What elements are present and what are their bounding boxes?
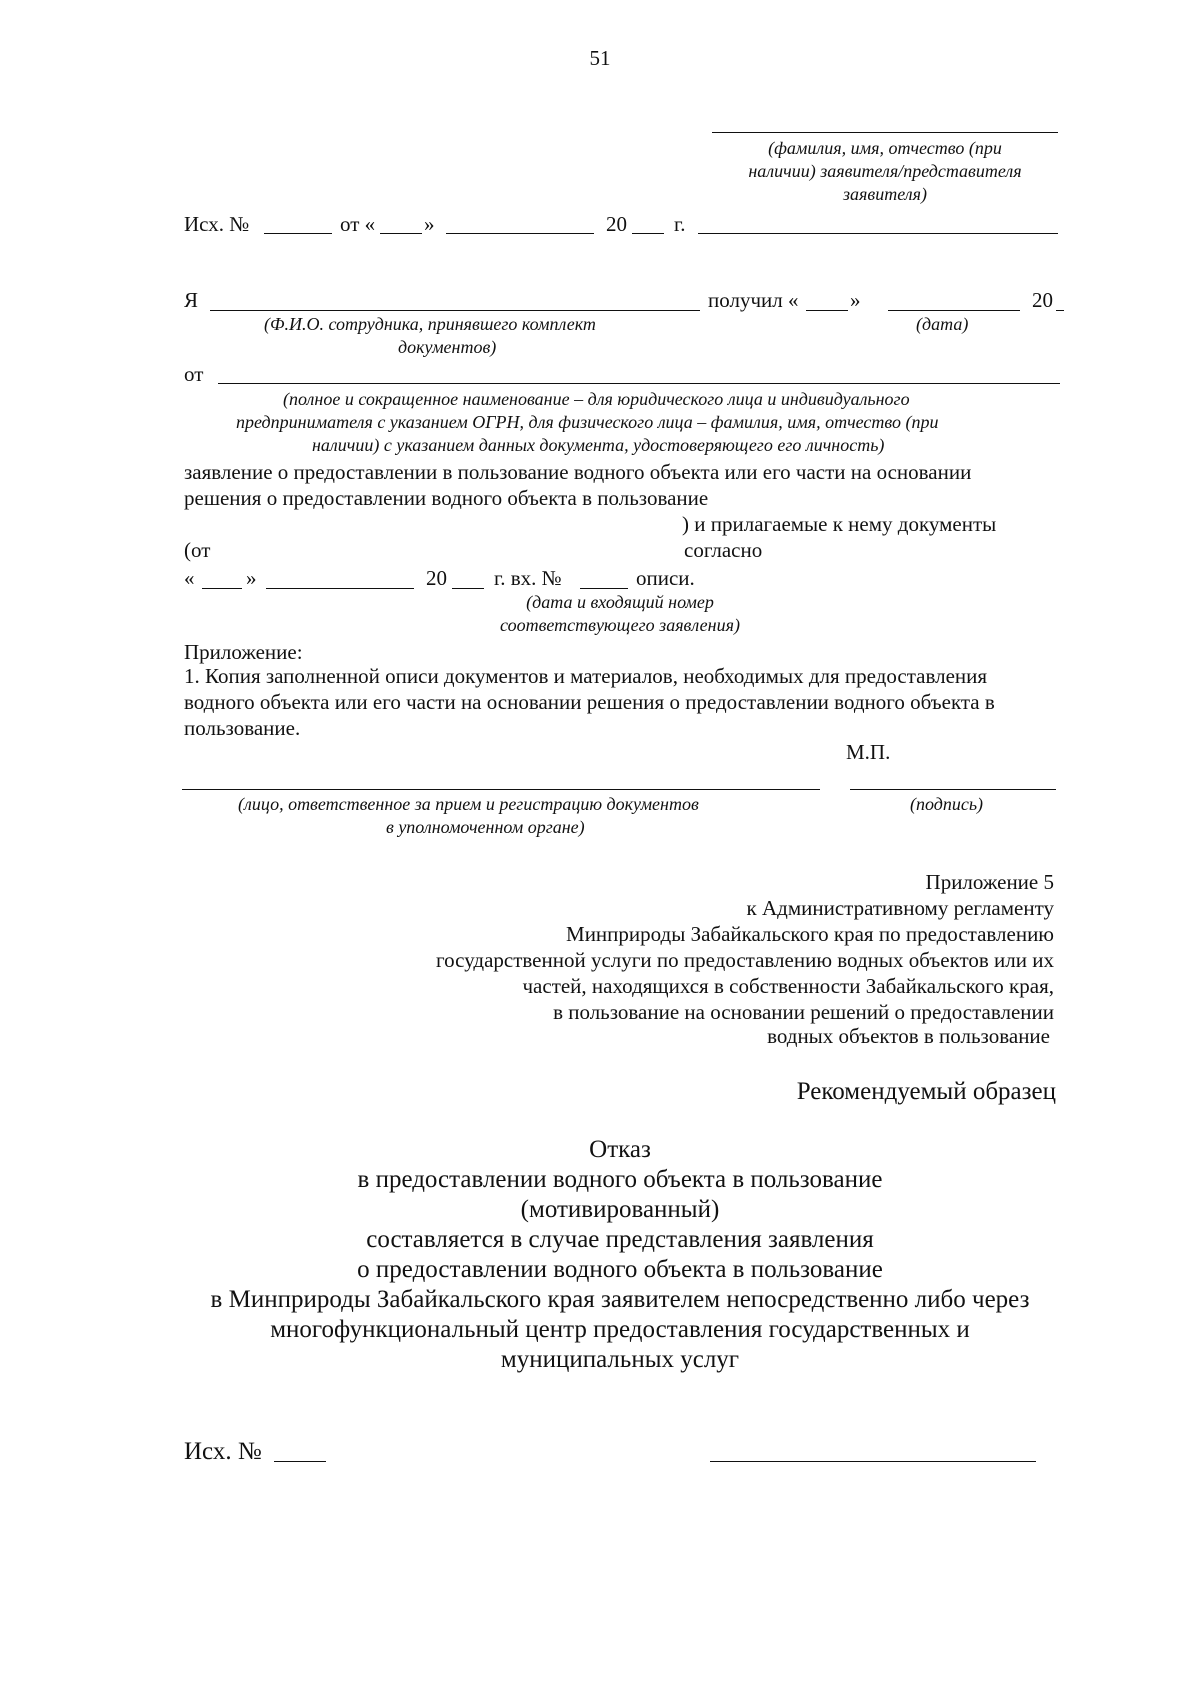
responsible-person-blank — [182, 789, 820, 790]
outgoing-year-label: 20 — [606, 212, 627, 236]
received-day-blank — [806, 310, 848, 311]
refusal-title-6: в Минприроды Забайкальского края заявителем непосредственно либо через — [210, 1286, 1030, 1313]
from-caption-1: (полное и сокращенное наименование – для юридического лица и индивидуального — [283, 389, 910, 409]
reg-year-label: 20 — [426, 566, 447, 590]
recipient-caption-2: наличии) заявителя/представителя — [748, 161, 1022, 181]
employee-caption-1: (Ф.И.О. сотрудника, принявшего комплект — [264, 314, 596, 334]
from-caption-2: предпринимателя с указанием ОГРН, для физического лица – фамилия, имя, отчество (при — [236, 412, 939, 432]
statement-line-1: заявление о предоставлении в пользование водного объекта или его части на основании — [184, 460, 972, 484]
reg-number-blank — [580, 588, 628, 589]
responsible-caption-1: (лицо, ответственное за прием и регистрацию документов — [238, 794, 699, 814]
reg-month-blank — [266, 588, 414, 589]
appendix-item-line-3: пользование. — [184, 716, 301, 740]
attached-docs-text: ) и прилагаемые к нему документы — [682, 512, 997, 536]
statement-line-2: решения о предоставлении водного объекта в пользование — [184, 486, 709, 510]
annex-line-4: государственной услуги по предоставлению водных объектов или их — [436, 948, 1054, 972]
employee-caption-2: документов) — [398, 337, 497, 357]
annex-line-1: Приложение 5 — [925, 870, 1054, 894]
responsible-caption-2: в уполномоченном органе) — [386, 817, 585, 837]
reg-caption-1: (дата и входящий номер — [526, 592, 714, 612]
recommended-sample: Рекомендуемый образец — [796, 1078, 1056, 1105]
appendix-label: Приложение: — [184, 640, 303, 664]
outgoing-month-blank — [446, 233, 594, 234]
reg-day-blank — [202, 588, 242, 589]
reg-open-quote: « — [184, 566, 195, 590]
annex-line-2: к Административному регламенту — [746, 896, 1054, 920]
appendix-item-line-2: водного объекта или его части на основании решения о предоставлении водного объекта в — [184, 690, 995, 714]
received-year-blank — [1056, 310, 1064, 311]
i-label: Я — [184, 288, 199, 312]
outgoing-day-blank — [380, 233, 422, 234]
outgoing-number-blank — [264, 233, 332, 234]
outgoing-from-label: от « — [340, 212, 376, 236]
from-label: от — [184, 362, 204, 386]
bottom-ref-blank — [274, 1461, 326, 1462]
inventory-text: описи. — [636, 566, 695, 590]
from-blank — [218, 383, 1060, 384]
date-caption: (дата) — [916, 314, 969, 334]
signature-caption: (подпись) — [910, 794, 984, 814]
outgoing-year-suffix: г. — [674, 212, 686, 236]
received-year-label: 20 — [1032, 288, 1053, 312]
recipient-caption-1: (фамилия, имя, отчество (при — [768, 138, 1002, 158]
received-label: получил « — [708, 288, 799, 312]
according-text: согласно — [684, 538, 763, 562]
annex-line-6: в пользование на основании решений о предоставлении — [553, 1000, 1054, 1024]
signature-blank — [850, 789, 1056, 790]
reg-number-label: г. вх. № — [494, 566, 562, 590]
refusal-title-1: Отказ — [589, 1136, 651, 1163]
recipient-line — [712, 132, 1058, 133]
reg-caption-2: соответствующего заявления) — [500, 615, 740, 635]
received-month-blank — [888, 310, 1020, 311]
refusal-title-2: в предоставлении водного объекта в пользование — [357, 1166, 883, 1193]
refusal-title-3: (мотивированный) — [520, 1196, 720, 1223]
bottom-ref-label: Исх. № — [184, 1438, 262, 1465]
outgoing-close-quote: » — [424, 212, 435, 236]
outgoing-number-label: Исх. № — [184, 212, 250, 236]
from-caption-3: наличии) с указанием данных документа, удостоверяющего его личность) — [312, 435, 885, 455]
annex-line-7: водных объектов в пользование — [767, 1024, 1050, 1048]
reg-year-blank — [452, 588, 484, 589]
bottom-right-blank — [710, 1461, 1036, 1462]
received-close-quote: » — [850, 288, 861, 312]
refusal-title-7: многофункциональный центр предоставления государственных и — [270, 1316, 970, 1343]
page-number: 51 — [589, 46, 611, 70]
reg-close-quote: » — [246, 566, 257, 590]
refusal-title-4: составляется в случае представления заявления — [366, 1226, 874, 1253]
stamp-label: М.П. — [846, 740, 891, 764]
annex-line-3: Минприроды Забайкальского края по предоставлению — [566, 922, 1054, 946]
annex-line-5: частей, находящихся в собственности Забайкальского края, — [522, 974, 1054, 998]
ot-paren-text: (от — [184, 538, 211, 562]
recipient-caption-3: заявителя) — [843, 184, 927, 204]
refusal-title-5: о предоставлении водного объекта в пользование — [357, 1256, 883, 1283]
refusal-title-8: муниципальных услуг — [500, 1346, 740, 1373]
outgoing-tail-blank — [698, 233, 1058, 234]
appendix-item-line-1: 1. Копия заполненной описи документов и материалов, необходимых для предоставления — [184, 664, 988, 688]
employee-name-blank — [210, 310, 700, 311]
outgoing-year-blank — [632, 233, 664, 234]
